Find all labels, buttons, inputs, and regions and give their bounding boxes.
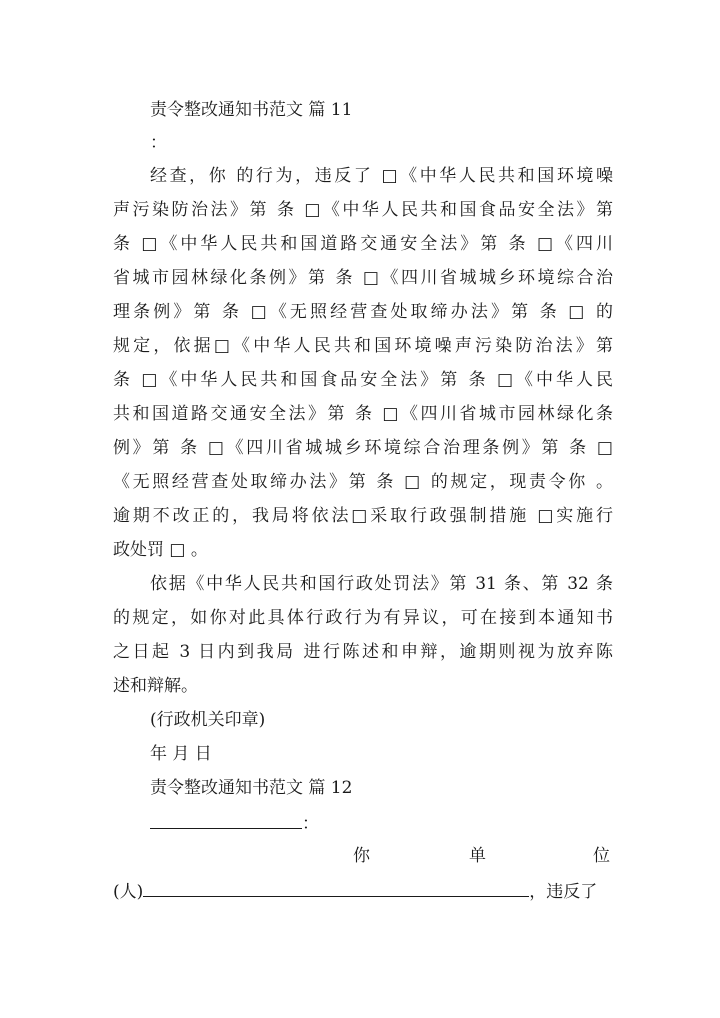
section-12-salutation-colon: ： <box>302 814 319 834</box>
para2-line-2: 的规定，如你对此具体行政行为有异议，可在接到本通知书 <box>113 608 613 628</box>
body-line-7: 条 □《中华人民共和国食品安全法》第 条 □《中华人民 <box>113 370 613 390</box>
section-11-title: 责令整改通知书范文 篇 11 <box>150 100 353 120</box>
label-position: 位 <box>593 846 610 866</box>
para2-line-4: 述和辩解。 <box>113 676 198 696</box>
section-12-salutation <box>150 812 613 834</box>
date-line: 年 月 日 <box>150 744 212 764</box>
seal-note: (行政机关印章) <box>150 710 266 730</box>
body-line-3: 条 □《中华人民共和国道路交通安全法》第 条 □《四川 <box>113 234 613 254</box>
body-line-1: 经查，你 的行为，违反了 □《中华人民共和国环境噪 <box>150 166 613 186</box>
recipient-blank-underline <box>150 812 302 829</box>
person-violation-row <box>113 880 613 902</box>
body-line-11: 逾期不改正的，我局将依法□采取行政强制措施 □实施行 <box>113 506 613 526</box>
body-line-8: 共和国道路交通安全法》第 条 □《四川省城市园林绿化条 <box>113 404 613 424</box>
label-unit: 单 <box>469 846 486 866</box>
body-line-5: 理条例》第 条 □《无照经营查处取缔办法》第 条 □ 的 <box>113 302 613 322</box>
body-line-6: 规定，依据□《中华人民共和国环境噪声污染防治法》第 <box>113 336 613 356</box>
body-line-2: 声污染防治法》第 条 □《中华人民共和国食品安全法》第 <box>113 200 613 220</box>
section-11-salutation-colon: ： <box>150 133 167 153</box>
para2-line-1: 依据《中华人民共和国行政处罚法》第 31 条、第 32 条 <box>150 574 613 594</box>
label-you: 你 <box>353 846 370 866</box>
body-line-4: 省城市园林绿化条例》第 条 □《四川省城城乡环境综合治 <box>113 268 613 288</box>
person-label: (人) <box>113 882 144 902</box>
body-line-10: 《无照经营查处取缔办法》第 条 □ 的规定，现责令你 。 <box>113 472 613 492</box>
body-line-9: 例》第 条 □《四川省城城乡环境综合治理条例》第 条 □ <box>113 438 613 458</box>
body-line-12: 政处罚 □ 。 <box>113 540 208 560</box>
person-blank-underline <box>143 880 529 897</box>
violated-text: ，违反了 <box>529 882 598 902</box>
para2-line-3: 之日起 3 日内到我局 进行陈述和申辩，逾期则视为放弃陈 <box>113 642 613 662</box>
section-12-title: 责令整改通知书范文 篇 12 <box>150 778 353 798</box>
